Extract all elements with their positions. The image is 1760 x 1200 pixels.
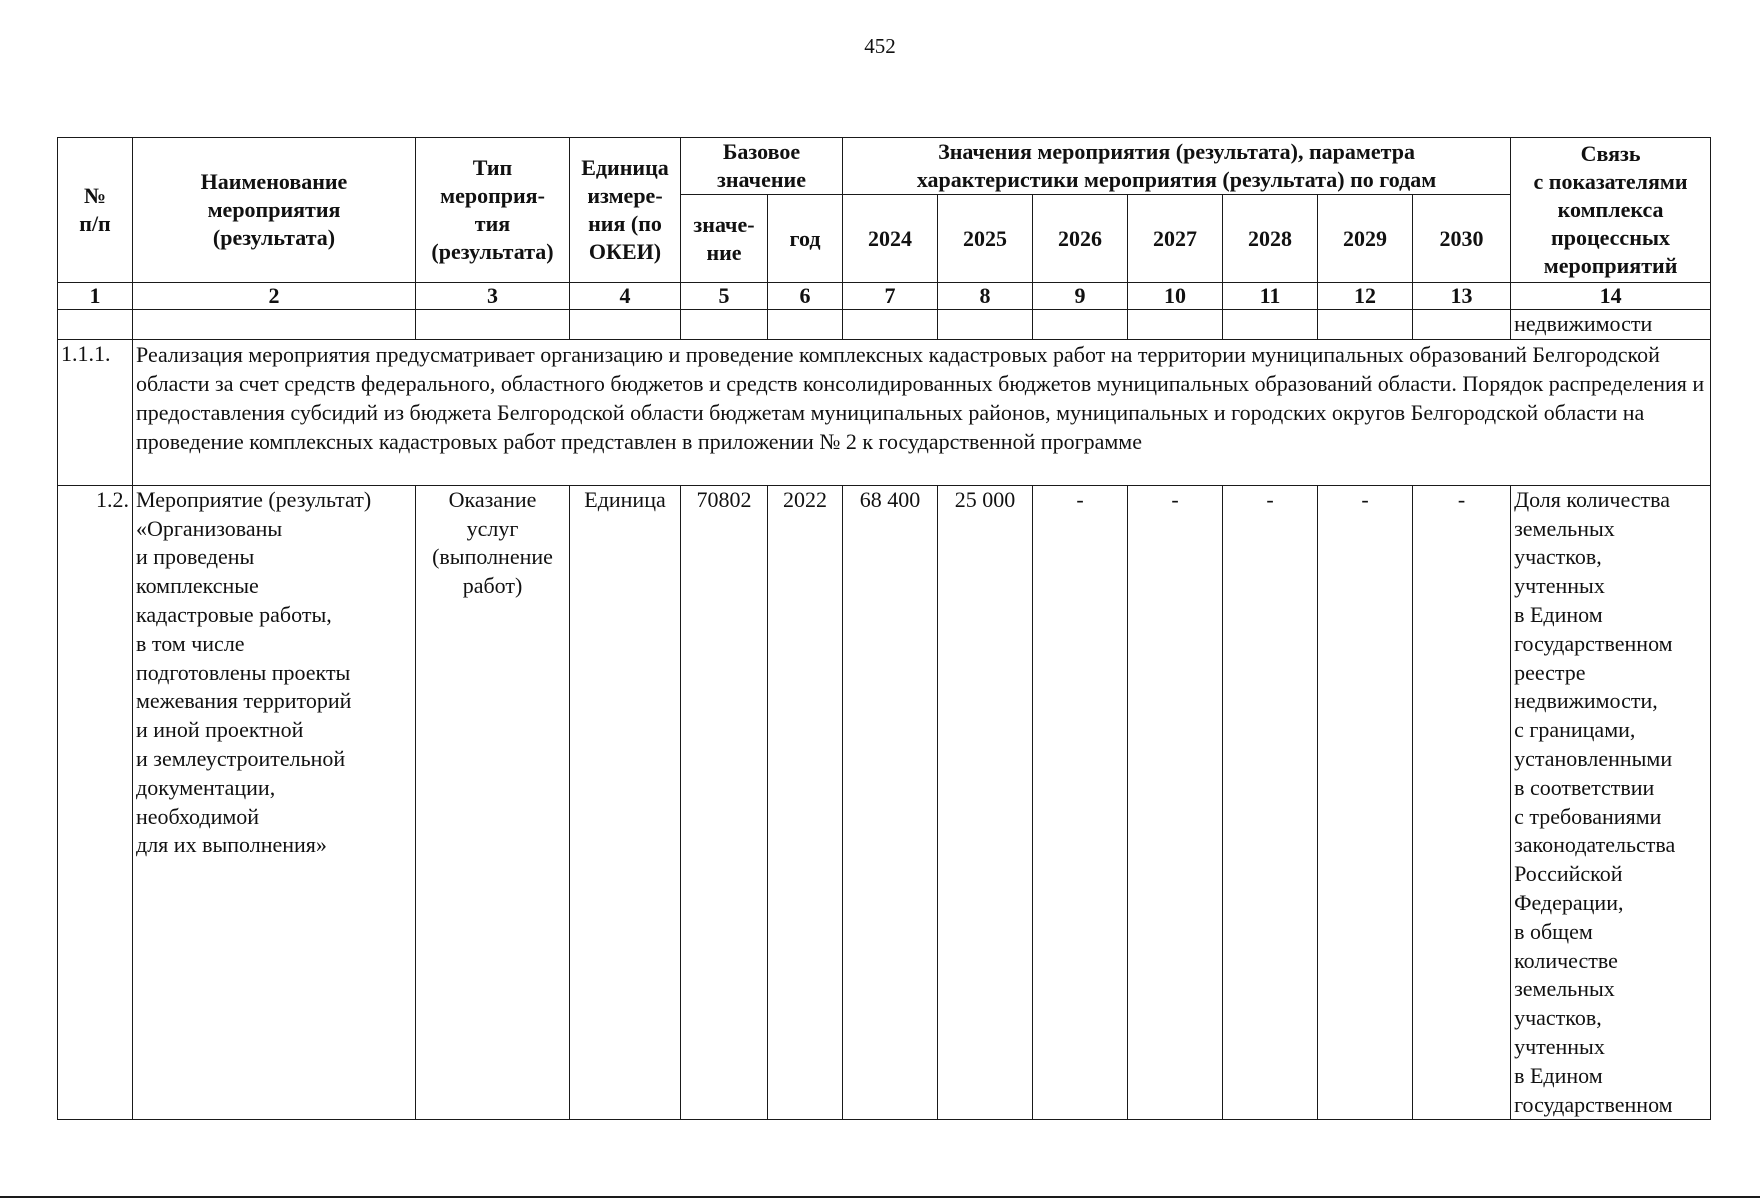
column-number: 13: [1413, 283, 1511, 310]
empty-cell: [133, 310, 416, 340]
measure-name: Мероприятие (результат) «Организованы и проведены комплексные кадастровые работы, в том числе подготовлены проекты межевания территорий и иной проектной и землеустроительной документации, необходимой для их выполнения»: [133, 485, 416, 1120]
row-number: 1.1.1.: [58, 339, 133, 485]
header-base-group: Базовое значение: [681, 138, 843, 195]
empty-cell: [681, 310, 768, 340]
row-number: 1.2.: [58, 485, 133, 1120]
empty-cell: [843, 310, 938, 340]
empty-cell: [1033, 310, 1128, 340]
header-year-2030: 2030: [1413, 195, 1511, 283]
column-number: 12: [1318, 283, 1413, 310]
column-number: 5: [681, 283, 768, 310]
column-number: 4: [570, 283, 681, 310]
header-base-year: год: [768, 195, 843, 283]
indicator-link: Доля количества земельных участков, учтенных в Едином государственном реестре недвижимости, с границами, установленными в соответствии с требованиями законодательства Российской Федерации, в общем количестве земельных участков, учтенных в Едином государственном: [1511, 485, 1711, 1120]
header-link: Связь с показателями комплекса процессных мероприятий: [1511, 138, 1711, 283]
continuation-row: [58, 310, 1711, 340]
column-number: 14: [1511, 283, 1711, 310]
header-values-group: Значения мероприятия (результата), параметра характеристики мероприятия (результата) по годам: [843, 138, 1511, 195]
base-year: 2022: [768, 485, 843, 1120]
measure-row: [58, 485, 1711, 1120]
column-number: 11: [1223, 283, 1318, 310]
header-base-value: значе- ние: [681, 195, 768, 283]
column-number-row: [58, 283, 1711, 310]
header-unit: Единица измере- ния (по ОКЕИ): [570, 138, 681, 283]
measures-table: [57, 137, 1711, 1120]
empty-cell: [570, 310, 681, 340]
empty-cell: [58, 310, 133, 340]
header-year-2024: 2024: [843, 195, 938, 283]
column-number: 7: [843, 283, 938, 310]
bottom-rule: [0, 1196, 1760, 1198]
description-text: Реализация мероприятия предусматривает организацию и проведение комплексных кадастровых работ на территории муниципальных образований Белгородской области за счет средств федерального, областного бюджетов и средств консолидированных бюджетов муниципальных образований области. Порядок распределения и предоставления субсидий из бюджета Белгородской области бюджетам муниципальных районов, муниципальных и городских округов Белгородской области на проведение комплексных кадастровых работ представлен в приложении № 2 к государственной программе: [133, 339, 1711, 485]
value-2027: -: [1128, 485, 1223, 1120]
base-value: 70802: [681, 485, 768, 1120]
column-number: 2: [133, 283, 416, 310]
column-number: 9: [1033, 283, 1128, 310]
column-number: 10: [1128, 283, 1223, 310]
header-name: Наименование мероприятия (результата): [133, 138, 416, 283]
header-type: Тип мероприя- тия (результата): [416, 138, 570, 283]
empty-cell: [416, 310, 570, 340]
header-year-2026: 2026: [1033, 195, 1128, 283]
empty-cell: [768, 310, 843, 340]
value-2024: 68 400: [843, 485, 938, 1120]
value-2030: -: [1413, 485, 1511, 1120]
header-year-2027: 2027: [1128, 195, 1223, 283]
header-row-1: [58, 138, 1711, 195]
empty-cell: [1128, 310, 1223, 340]
header-year-2028: 2028: [1223, 195, 1318, 283]
value-2025: 25 000: [938, 485, 1033, 1120]
value-2029: -: [1318, 485, 1413, 1120]
empty-cell: [1318, 310, 1413, 340]
measure-type: Оказание услуг (выполнение работ): [416, 485, 570, 1120]
value-2026: -: [1033, 485, 1128, 1120]
column-number: 6: [768, 283, 843, 310]
header-year-2029: 2029: [1318, 195, 1413, 283]
empty-cell: [1413, 310, 1511, 340]
empty-cell: [1223, 310, 1318, 340]
page-number: 452: [864, 34, 896, 58]
empty-cell: [938, 310, 1033, 340]
column-number: 1: [58, 283, 133, 310]
value-2028: -: [1223, 485, 1318, 1120]
column-number: 8: [938, 283, 1033, 310]
column-number: 3: [416, 283, 570, 310]
continuation-link-text: недвижимости: [1511, 310, 1711, 340]
header-year-2025: 2025: [938, 195, 1033, 283]
header-no: № п/п: [58, 138, 133, 283]
measure-unit: Единица: [570, 485, 681, 1120]
description-row: [58, 339, 1711, 485]
